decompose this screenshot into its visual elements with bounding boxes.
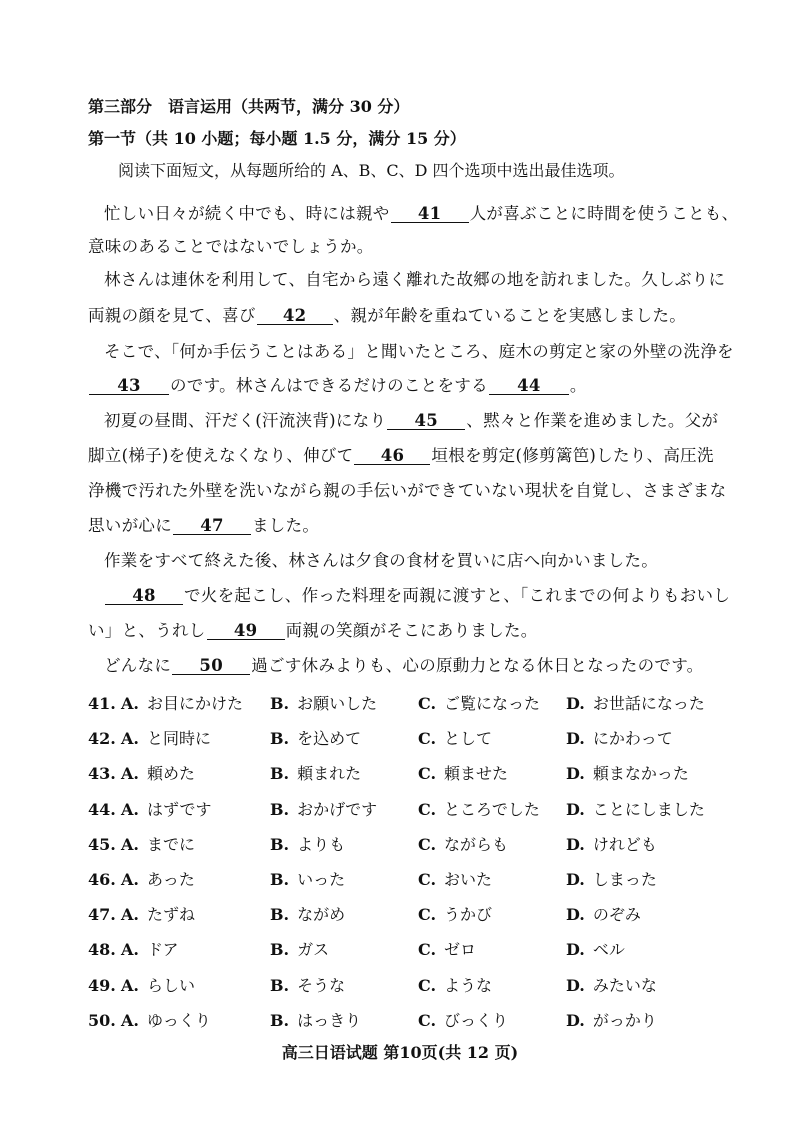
option-text: のぞみ [592, 905, 641, 925]
question-row [88, 904, 728, 926]
option-text: までに [146, 834, 195, 854]
option-text: ドア [146, 940, 179, 960]
option-d [566, 904, 641, 926]
question-row [88, 939, 728, 961]
option-d [566, 834, 657, 856]
option-a [121, 869, 195, 891]
option-c [418, 1010, 508, 1032]
option-letter: D. [566, 1010, 585, 1030]
option-text: はっきり [297, 1010, 362, 1030]
option-letter: D. [566, 729, 585, 749]
option-letter: A. [121, 729, 139, 749]
blank-43: 43 [89, 377, 169, 395]
option-text: ゆっくり [146, 1010, 211, 1030]
option-letter: B. [270, 834, 290, 854]
option-text: ガス [297, 940, 330, 960]
passage-text: そこで、「何か手伝うことはある」と聞いたところ、庭木の剪定と家の外壁の洗浄を [104, 342, 734, 361]
option-text: ことにしました [592, 799, 705, 819]
option-text: びっくり [444, 1010, 509, 1030]
option-a [121, 693, 243, 715]
option-a [121, 728, 211, 750]
option-c [418, 763, 508, 785]
question-row [88, 763, 728, 785]
option-text: お世話になった [592, 694, 705, 713]
option-a [121, 834, 195, 856]
option-c [418, 869, 492, 891]
option-text: と同時に [146, 729, 211, 749]
option-text: ながめ [297, 905, 346, 925]
option-a [121, 1010, 211, 1032]
option-letter: C. [418, 729, 437, 749]
blank-48: 48 [105, 587, 183, 605]
option-b [270, 869, 345, 891]
option-text: そうな [297, 975, 346, 995]
option-text: ベル [592, 940, 625, 960]
option-letter: A. [121, 764, 139, 784]
option-a [121, 763, 195, 785]
blank-44: 44 [489, 377, 569, 395]
option-d [566, 693, 705, 715]
option-text: たずね [146, 905, 195, 925]
section-subtitle: 第一节（共 10 小题；每小题 1.5 分，满分 15 分） [88, 129, 466, 148]
option-letter: D. [566, 799, 585, 819]
option-text: はずです [146, 799, 212, 819]
option-letter: B. [270, 940, 290, 960]
option-letter: B. [270, 799, 290, 819]
option-text: ところでした [444, 799, 540, 819]
passage-text: 意味のあることではないでしょうか。 [88, 237, 374, 256]
option-a [121, 799, 211, 821]
question-number: 41. [88, 694, 116, 713]
option-text: ような [444, 975, 493, 995]
question-number: 42. [88, 729, 116, 749]
question-number: 45. [88, 834, 116, 854]
option-letter: C. [418, 764, 437, 784]
passage-text: 浄機で汚れた外壁を洗いながら親の手伝いができていない現状を自覚し、さまざまな [88, 481, 727, 500]
option-d [566, 1010, 657, 1032]
question-row [88, 728, 728, 750]
option-letter: A. [121, 799, 139, 819]
option-letter: A. [121, 940, 139, 960]
option-c [418, 693, 540, 715]
option-text: がっかり [592, 1010, 657, 1030]
option-text: ご覧になった [444, 694, 541, 713]
passage-text: 思いが心に [88, 516, 172, 535]
option-letter: C. [418, 799, 437, 819]
passage-text: 、親が年齢を重ねていることを実感しました。 [333, 306, 687, 325]
option-text: お願いした [297, 694, 378, 713]
passage-text: で火を起こし、作った料理を両親に渡すと、「これまでの何よりもおいし [184, 586, 731, 605]
option-letter: D. [566, 764, 585, 784]
option-letter: A. [121, 694, 139, 713]
blank-41: 41 [391, 205, 469, 223]
passage-text: 、黙々と作業を進めました。父が [466, 411, 719, 430]
option-a [121, 904, 195, 926]
blank-46: 46 [354, 447, 430, 465]
option-letter: C. [418, 940, 437, 960]
option-c [418, 799, 540, 821]
question-row [88, 869, 728, 891]
option-b [270, 904, 345, 926]
passage-text: 林さんは連休を利用して、自宅から遠く離れた故郷の地を訪れました。久しぶりに [104, 270, 726, 289]
option-letter: D. [566, 905, 585, 925]
option-c [418, 975, 492, 997]
option-b [270, 693, 377, 715]
option-text: よりも [297, 834, 346, 854]
blank-45: 45 [387, 412, 465, 430]
option-letter: A. [121, 834, 139, 854]
passage-text: ました。 [252, 516, 320, 535]
option-text: しまった [592, 870, 657, 889]
passage-text: 垣根を剪定(修剪篱笆)したり、高圧洗 [431, 446, 714, 465]
option-a [121, 975, 195, 997]
option-b [270, 975, 345, 997]
option-text: ながらも [444, 834, 509, 854]
option-text: ゼロ [444, 940, 477, 960]
option-a [121, 939, 179, 961]
option-letter: C. [418, 1010, 437, 1030]
option-letter: C. [418, 905, 437, 925]
option-letter: A. [121, 1010, 139, 1030]
question-number: 44. [88, 799, 116, 819]
option-text: けれども [592, 834, 657, 854]
passage-text: 忙しい日々が続く中でも、時には親や [104, 204, 390, 223]
option-letter: B. [270, 764, 290, 784]
passage-text: 過ごす休みよりも、心の原動力となる休日となったのです。 [251, 656, 704, 675]
blank-50: 50 [172, 657, 250, 675]
option-letter: C. [418, 834, 437, 854]
instruction: 阅读下面短文，从每题所给的 A、B、C、D 四个选项中选出最佳选项。 [118, 161, 625, 180]
option-b [270, 939, 329, 961]
option-d [566, 799, 705, 821]
option-d [566, 939, 625, 961]
option-text: うかび [444, 905, 493, 925]
option-letter: B. [270, 1010, 290, 1030]
option-letter: D. [566, 870, 585, 889]
option-b [270, 763, 361, 785]
option-text: らしい [146, 975, 195, 995]
option-text: を込めて [297, 729, 362, 749]
passage-text: い」と、うれし [88, 621, 206, 640]
question-number: 46. [88, 870, 116, 889]
option-letter: B. [270, 975, 290, 995]
option-text: 頼めた [146, 764, 195, 784]
question-number: 49. [88, 975, 116, 995]
blank-47: 47 [173, 517, 251, 535]
option-letter: A. [121, 975, 139, 995]
option-text: いった [297, 870, 346, 889]
option-text: お目にかけた [146, 694, 243, 713]
blank-49: 49 [207, 622, 285, 640]
option-c [418, 834, 508, 856]
option-b [270, 799, 377, 821]
option-letter: A. [121, 870, 139, 889]
question-number: 48. [88, 940, 116, 960]
question-row [88, 693, 728, 715]
question-row [88, 975, 728, 997]
option-letter: D. [566, 834, 585, 854]
option-text: 頼まれた [297, 764, 362, 784]
passage-text: どんなに [104, 656, 172, 675]
option-b [270, 728, 361, 750]
option-letter: B. [270, 729, 290, 749]
passage-text: 作業をすべて終えた後、林さんは夕食の食材を買いに店へ向かいました。 [104, 551, 659, 570]
option-letter: C. [418, 870, 437, 889]
option-letter: D. [566, 694, 585, 713]
question-number: 47. [88, 905, 116, 925]
option-letter: B. [270, 870, 290, 889]
option-text: みたいな [592, 975, 657, 995]
option-text: にかわって [592, 729, 673, 749]
option-b [270, 834, 345, 856]
passage-text: 初夏の昼間、汗だく(汗流浃背)になり [104, 411, 387, 430]
option-text: あった [146, 870, 195, 889]
option-letter: D. [566, 975, 585, 995]
option-b [270, 1010, 361, 1032]
option-text: おいた [444, 870, 493, 889]
option-c [418, 728, 492, 750]
option-letter: C. [418, 694, 437, 713]
passage-text: のです。林さんはできるだけのことをする [170, 376, 488, 395]
question-row [88, 1010, 728, 1032]
section-part-title: 第三部分 语言运用（共两节，满分 30 分） [88, 97, 410, 116]
passage-text: 人が喜ぶことに時間を使うことも、 [469, 204, 739, 223]
blank-42: 42 [257, 307, 333, 325]
option-letter: A. [121, 905, 139, 925]
option-letter: D. [566, 940, 585, 960]
option-d [566, 728, 673, 750]
question-number: 50. [88, 1010, 116, 1030]
question-number: 43. [88, 764, 116, 784]
option-d [566, 763, 689, 785]
option-c [418, 939, 476, 961]
passage-text: 両親の笑顔がそこにありました。 [285, 621, 538, 640]
page-footer: 高三日语试题 第10页(共 12 页) [281, 1043, 519, 1062]
option-letter: C. [418, 975, 437, 995]
option-d [566, 869, 657, 891]
passage-text: 両親の顔を見て、喜び [88, 306, 256, 325]
option-text: として [444, 729, 493, 749]
option-text: 頼まなかった [592, 764, 689, 784]
question-row [88, 799, 728, 821]
option-letter: B. [270, 694, 290, 713]
question-row [88, 834, 728, 856]
option-c [418, 904, 492, 926]
option-text: おかげです [297, 799, 378, 819]
passage-text: 脚立(梯子)を使えなくなり、伸びて [88, 446, 354, 465]
option-letter: B. [270, 905, 290, 925]
option-text: 頼ませた [444, 764, 509, 784]
option-d [566, 975, 657, 997]
passage-text: 。 [569, 376, 587, 395]
